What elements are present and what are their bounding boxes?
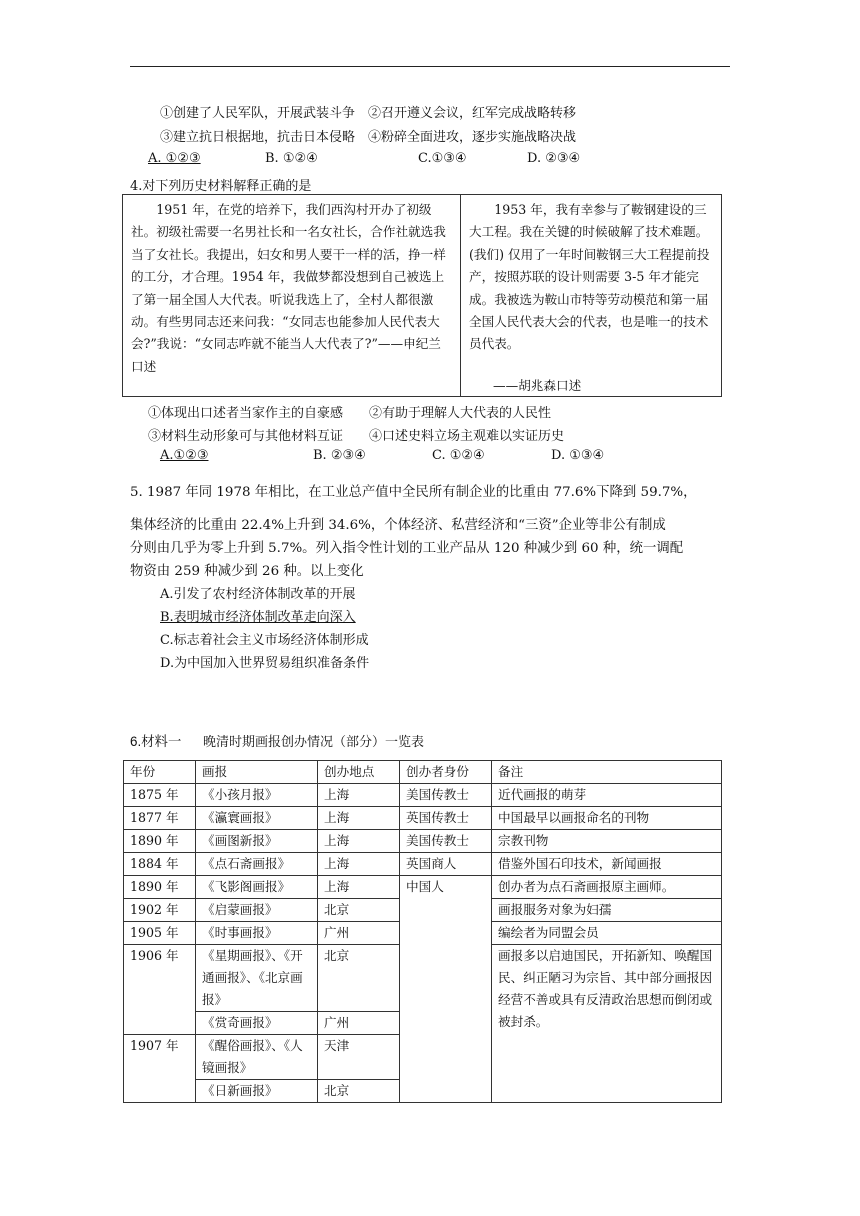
location-cell: 上海 — [318, 853, 400, 876]
q4-right-signature: ——胡兆森口述 — [493, 378, 582, 393]
q3-option-a[interactable]: A. ①②③ — [148, 151, 201, 166]
note-cell: 近代画报的萌芽 — [492, 784, 722, 807]
q3-option-b[interactable]: B. ①②④ — [265, 151, 318, 166]
note-cell: 画报多以启迪国民，开拓新知、唤醒国民、纠正陋习为宗旨、其中部分画报因经营不善或具有反清政治思想而倒闭或被封杀。 — [492, 945, 722, 1103]
header-rule — [130, 66, 730, 67]
q4-left-material: 1951 年，在党的培养下，我们西沟村开办了初级社。初级社需要一名男社长和一名女社长，合作社就选我当了女社长。我提出，妇女和男人要干一样的活，挣一样的工分，才合理。1954 年，我做梦都没想到自己被选上了第一届全国人大代表。听说我选上了，全村人都很激动。有些男同志还来问我：“女同志也能参加人民代表大会?”我说：“女同志咋就不能当人大代表了?”——申纪兰口述 — [131, 202, 446, 374]
pictorial-cell: 《飞影阁画报》 — [196, 876, 318, 899]
q5-option-b[interactable]: B.表明城市经济体制改革走向深入 — [160, 610, 356, 625]
header-cell: 创办地点 — [318, 761, 400, 784]
location-cell: 广州 — [318, 1012, 400, 1035]
q5-option-d[interactable]: D.为中国加入世界贸易组织准备条件 — [160, 656, 370, 671]
q4-statement-line-2: ③材料生动形象可与其他材料互证 ④口述史料立场主观难以实证历史 — [148, 429, 565, 444]
q4-option-b[interactable]: B. ②③④ — [313, 448, 366, 463]
pictorial-cell: 《日新画报》 — [196, 1080, 318, 1103]
pictorial-cell: 《画图新报》 — [196, 830, 318, 853]
q4-box-divider — [460, 195, 461, 396]
location-cell: 北京 — [318, 945, 400, 1012]
note-cell: 中国最早以画报命名的刊物 — [492, 807, 722, 830]
q4-option-a[interactable]: A.①②③ — [160, 448, 209, 463]
note-cell: 创办者为点石斋画报原主画师。 — [492, 876, 722, 899]
q5-stem-line-2: 集体经济的比重由 22.4%上升到 34.6%，个体经济、私营经济和“三资”企业等非公有制成 — [130, 518, 666, 533]
q3-option-d[interactable]: D. ②③④ — [527, 151, 581, 166]
q5-stem-line-1: 5. 1987 年同 1978 年相比，在工业总产值中全民所有制企业的比重由 77.6%下降到 59.7%， — [130, 485, 697, 500]
location-cell: 北京 — [318, 899, 400, 922]
pictorial-cell: 《点石斋画报》 — [196, 853, 318, 876]
year-cell: 1890 年 — [124, 876, 196, 899]
q3-option-c[interactable]: C.①③④ — [418, 151, 467, 166]
pictorial-cell: 《小孩月报》 — [196, 784, 318, 807]
q5-stem-line-3: 分则由几乎为零上升到 5.7%。列入指令性计划的工业产品从 120 种减少到 60 种，统一调配 — [130, 541, 684, 556]
year-cell: 1884 年 — [124, 853, 196, 876]
founder-cell: 英国商人 — [400, 853, 492, 876]
table-row — [124, 784, 722, 807]
note-cell: 画报服务对象为妇孺 — [492, 899, 722, 922]
table-row — [124, 830, 722, 853]
year-cell: 1902 年 — [124, 899, 196, 922]
location-cell: 上海 — [318, 830, 400, 853]
table-row — [124, 807, 722, 830]
header-cell: 年份 — [124, 761, 196, 784]
location-cell: 北京 — [318, 1080, 400, 1103]
q6-number: 6.材料一 — [130, 734, 182, 749]
founder-cell: 美国传教士 — [400, 784, 492, 807]
note-cell: 宗教刊物 — [492, 830, 722, 853]
year-cell: 1905 年 — [124, 922, 196, 945]
q5-option-c[interactable]: C.标志着社会主义市场经济体制形成 — [160, 633, 369, 648]
q4-right-material: 1953 年，我有幸参与了鞍钢建设的三大工程。我在关键的时候破解了技术难题。(我们) 仅用了一年时间鞍钢三大工程提前投产，按照苏联的设计则需要 3-5 年才能完成。我被选为鞍山市特等劳动模范和第一届全国人民代表大会的代表，也是唯一的技术员代表。 — [469, 202, 710, 352]
founder-cell: 英国传教士 — [400, 807, 492, 830]
table-row — [124, 853, 722, 876]
q4-option-c[interactable]: C. ①②④ — [432, 448, 485, 463]
q3-statement-line-1: ①创建了人民军队，开展武装斗争 ②召开遵义会议，红军完成战略转移 — [160, 106, 577, 121]
year-cell: 1890 年 — [124, 830, 196, 853]
q4-option-d[interactable]: D. ①③④ — [551, 448, 605, 463]
q4-stem: 4.对下列历史材料解释正确的是 — [130, 179, 312, 194]
location-cell: 上海 — [318, 784, 400, 807]
location-cell: 天津 — [318, 1035, 400, 1080]
founder-cell: 美国传教士 — [400, 830, 492, 853]
pictorial-cell: 《时事画报》 — [196, 922, 318, 945]
q5-option-a[interactable]: A.引发了农村经济体制改革的开展 — [160, 587, 356, 602]
q6-table-title: 晚清时期画报创办情况（部分）一览表 — [203, 735, 425, 750]
header-cell: 备注 — [492, 761, 722, 784]
table-row — [124, 876, 722, 899]
year-cell: 1907 年 — [124, 1035, 196, 1103]
note-cell: 编绘者为同盟会员 — [492, 922, 722, 945]
year-cell: 1875 年 — [124, 784, 196, 807]
q6-table — [123, 760, 722, 1103]
q3-statement-line-2: ③建立抗日根据地，抗击日本侵略 ④粉碎全面进攻，逐步实施战略决战 — [160, 130, 577, 145]
pictorial-cell: 《启蒙画报》 — [196, 899, 318, 922]
header-cell: 画报 — [196, 761, 318, 784]
q4-statement-line-1: ①体现出口述者当家作主的自豪感 ②有助于理解人大代表的人民性 — [148, 406, 552, 421]
pictorial-cell: 《赏奇画报》 — [196, 1012, 318, 1035]
table-header-row — [124, 761, 722, 784]
location-cell: 上海 — [318, 807, 400, 830]
pictorial-cell: 《醒俗画报》、《人镜画报》 — [196, 1035, 318, 1080]
pictorial-cell: 《星期画报》、《开通画报》、《北京画报》 — [196, 945, 318, 1012]
founder-cell: 中国人 — [400, 876, 492, 1103]
q4-material-box — [122, 194, 722, 397]
location-cell: 上海 — [318, 876, 400, 899]
q5-stem-line-4: 物资由 259 种减少到 26 种。以上变化 — [130, 564, 364, 579]
year-cell: 1877 年 — [124, 807, 196, 830]
header-cell: 创办者身份 — [400, 761, 492, 784]
note-cell: 借鉴外国石印技术，新闻画报 — [492, 853, 722, 876]
year-cell: 1906 年 — [124, 945, 196, 1035]
location-cell: 广州 — [318, 922, 400, 945]
pictorial-cell: 《瀛寰画报》 — [196, 807, 318, 830]
